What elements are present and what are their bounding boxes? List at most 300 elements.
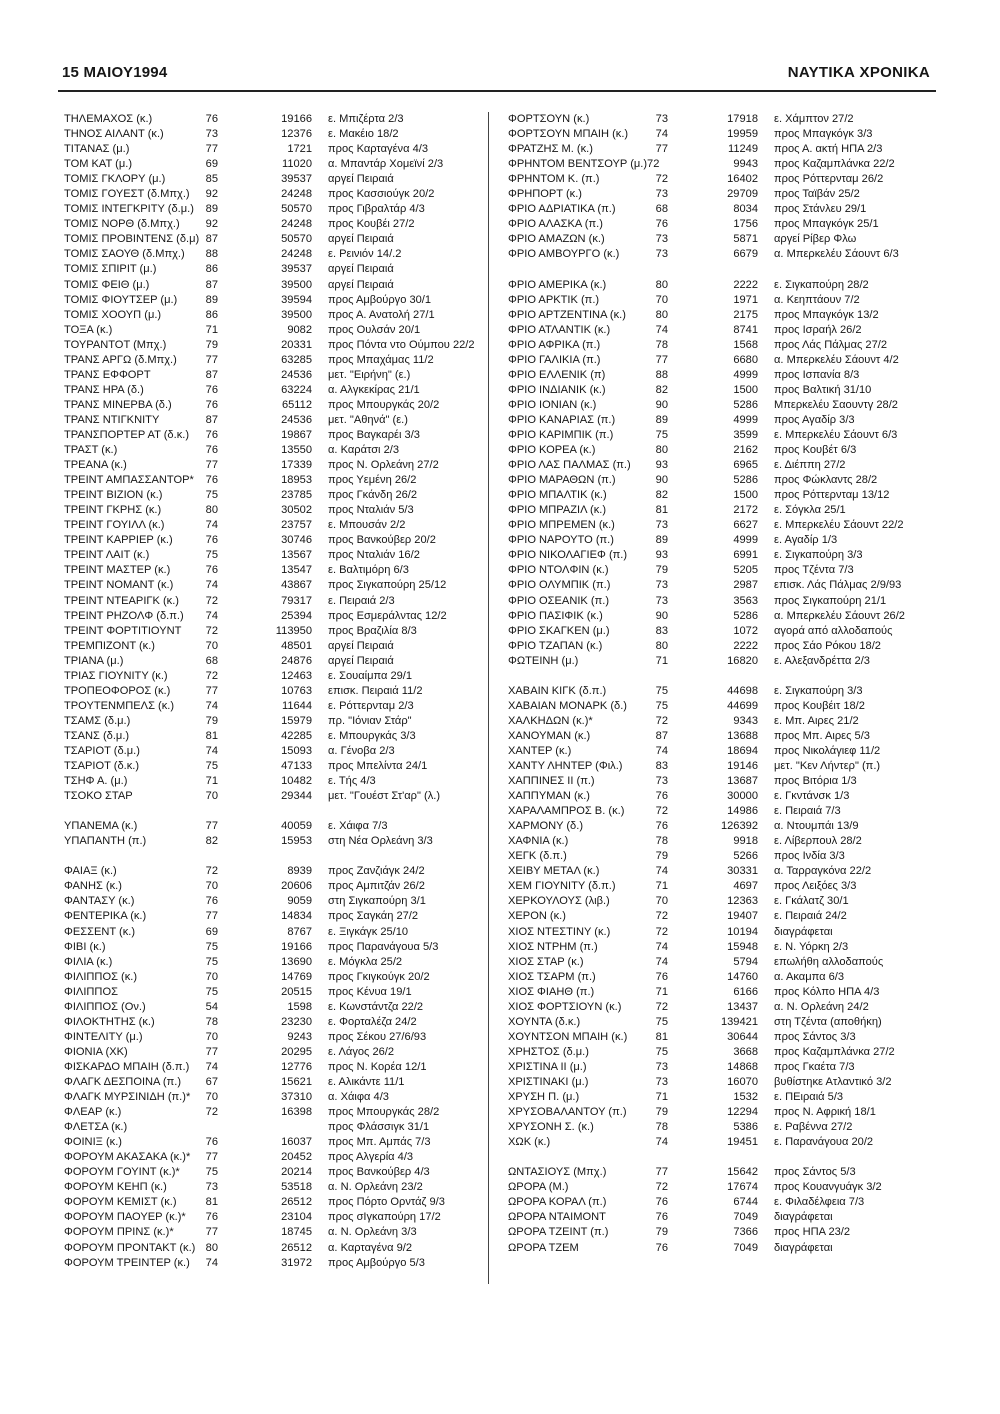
tonnage: 37310 [281,1091,312,1104]
ship-status: ε. Γκάλατζ 30/1 [774,895,849,908]
tonnage: 4999 [733,368,758,381]
tonnage: 31972 [281,1256,312,1269]
ship-name: ΤΡΙΑΣ ΓΙΟΥΝΙΤΥ (κ.) [64,669,168,682]
ship-name: ΦΛΑΓΚ ΜΥΡΣΙΝΙΔΗ (π.)* [64,1091,191,1104]
ship-status: στη Σιγκαπούρη 3/1 [328,895,426,908]
build-year: 82 [655,383,668,396]
tonnage: 6991 [733,549,758,562]
ship-name: ΤΡΑΣΤ (κ.) [64,444,118,457]
tonnage: 13567 [281,549,312,562]
build-year: 77 [205,684,218,697]
build-year: 86 [205,263,218,276]
ship-name: ΧΑΠΠΥΜΑΝ (κ.) [508,790,590,803]
ship-status: ε. ΠΕιραιά 5/3 [774,1091,844,1104]
build-year: 75 [655,1045,668,1058]
tonnage: 8767 [287,925,312,938]
tonnage: 2175 [733,308,758,321]
ship-name: ΧΑΠΠΙΝΕΣ ΙΙ (π.) [508,775,595,788]
ship-name: ΦΡΙΟ ΛΑΣ ΠΑΛΜΑΣ (π.) [508,459,631,472]
build-year: 76 [655,1211,668,1224]
ship-status: ε. Φορταλέζα 24/2 [328,1015,417,1028]
ship-status: ε. Τής 4/3 [328,775,376,788]
ship-name: ΦΡΗΝΤΟΜ ΒΕΝΤΣΟΥΡ (μ.)72 [508,158,660,171]
build-year: 79 [655,564,668,577]
tonnage: 17339 [281,459,312,472]
ship-name: ΦΡΙΟ ΑΛΑΣΚΑ (π.) [508,218,603,231]
tonnage: 6627 [733,519,758,532]
build-year: 79 [205,714,218,727]
ship-name: ΦΙΛΟΚΤΗΤΗΣ (κ.) [64,1015,155,1028]
ship-status: προς Λειξόες 3/3 [774,880,857,893]
build-year: 70 [205,970,218,983]
tonnage: 63224 [281,383,312,396]
ship-status: α. Ν. Ορλεάνη 24/2 [774,1000,869,1013]
build-year: 76 [655,790,668,803]
tonnage: 1568 [733,338,758,351]
tonnage: 24248 [281,218,312,231]
tonnage: 4999 [733,534,758,547]
tonnage: 12376 [281,128,312,141]
build-year: 72 [655,805,668,818]
ship-status: α. Αλγκεκίρας 21/1 [328,383,420,396]
tonnage: 13550 [281,444,312,457]
tonnage: 17918 [727,113,758,125]
ship-status: ε. Μπερκελέυ Σάουντ 22/2 [774,519,904,532]
ship-name: ΦΟΡΟΥΜ ΚΕΗΠ (κ.) [64,1181,167,1194]
tonnage: 20214 [281,1166,312,1179]
ship-name: ΤΟΜΙΣ ΓΟΥΕΣΤ (δ.Μπχ.) [64,188,190,201]
ship-status: α. Μπερκελέυ Σάουντ 26/2 [774,609,905,622]
build-year: 72 [205,865,218,878]
build-year: 78 [655,835,668,848]
ship-status: αργεί Πειραιά [328,173,394,186]
build-year: 75 [655,684,668,697]
ship-status: μετ. "Ειρήνη" (ε.) [328,368,411,381]
build-year: 79 [655,1106,668,1119]
ship-name: ΧΙΟΣ ΝΤΡΗΜ (π.) [508,940,598,953]
ship-status: στη Τζέντα (αποθήκη) [774,1015,882,1028]
tonnage: 5794 [733,955,758,968]
ship-name: ΤΟΜΙΣ ΣΑΟΥΘ (δ.Μπχ.) [64,248,185,261]
ship-name: ΤΙΤΑΝΑΣ (μ.) [64,143,130,156]
tonnage: 23785 [281,489,312,502]
ship-name: ΧΑΝΤΕΡ (κ.) [508,744,572,757]
ship-status: ε. Χάιφα 7/3 [328,820,388,833]
tonnage: 13690 [281,955,312,968]
ship-name: ΤΟΜΙΣ ΦΕΙΘ (μ.) [64,278,150,291]
tonnage: 9943 [733,158,758,171]
ship-status: προς Ρόττερνταμ 13/12 [774,489,890,502]
tonnage: 5205 [733,564,758,577]
tonnage: 24248 [281,248,312,261]
tonnage: 13437 [727,1000,758,1013]
build-year: 73 [655,113,668,125]
build-year: 75 [205,760,218,773]
ship-status: Μπερκελέυ Σαουντγ 28/2 [774,398,898,411]
ship-name: ΦΕΝΤΕΡΙΚΑ (κ.) [64,910,147,923]
build-year: 70 [205,1030,218,1043]
ship-name: ΤΡΟΠΕΟΦΟΡΟΣ (κ.) [64,684,171,697]
build-year: 89 [205,203,218,216]
tonnage: 10194 [727,925,758,938]
ship-name: ΤΡΑΝΣ ΜΙΝΕΡΒΑ (δ.) [64,398,172,411]
tonnage: 20331 [281,338,312,351]
ship-name: ΦΡΙΟ ΠΑΣΙΦΙΚ (κ.) [508,609,603,622]
tonnage: 1971 [733,293,758,306]
tonnage: 53518 [281,1181,312,1194]
ship-name: ΤΟΞΑ (κ.) [64,323,113,336]
ship-status: προς Μπαγκόγκ 25/1 [774,218,879,231]
tonnage: 5286 [733,474,758,487]
ship-name: ΦΟΡΟΥΜ ΠΡΟΝΤΑΚΤ (κ.) [64,1241,196,1254]
ship-name: ΦΛΕΤΣΑ (κ.) [64,1121,128,1134]
build-year: 80 [205,504,218,517]
ship-name: ΤΡΕΜΠΙΖΟΝΤ (κ.) [64,639,156,652]
tonnage: 13547 [281,564,312,577]
build-year: 77 [655,143,668,156]
ship-name: ΦΑΝΤΑΣΥ (κ.) [64,895,135,908]
ship-status: α. Ν. Ορλεάνη 23/2 [328,1181,423,1194]
ship-status: αργεί Πειραιά [328,233,394,246]
ship-name: ΦΡΙΟ ΙΝΔΙΑΝΙΚ (κ.) [508,383,606,396]
ship-status: προς Πόντα ντο Ούμπου 22/2 [328,338,475,351]
ship-name: ΤΡΑΝΣΠΟΡΤΕΡ ΑΤ (δ.κ.) [64,428,190,441]
ship-name: ΩΡΟΡΑ ΤΖΕΜ [508,1241,579,1254]
ship-status: προς σΙγκαπούρη 17/2 [328,1211,441,1224]
ship-name: ΤΡΕΙΝΤ ΓΟΥΙΛΛ (κ.) [64,519,165,532]
build-year: 76 [205,428,218,441]
ship-name: ΤΡΕΙΝΤ ΒΙΖΙΟΝ (κ.) [64,489,163,502]
ship-name: ΦΙΛΙΑ (κ.) [64,955,113,968]
build-year: 73 [655,594,668,607]
tonnage: 19451 [727,1136,758,1149]
ship-status: ε. Λάγος 26/2 [328,1045,395,1058]
build-year: 81 [655,504,668,517]
tonnage: 16820 [727,654,758,667]
ship-name: ΩΝΤΑΣΙΟΥΣ (Μπχ.) [508,1166,607,1179]
ship-name: ΤΡΟΥΤΕΝΜΠΕΛΣ (κ.) [64,699,175,712]
tonnage: 15621 [281,1076,312,1088]
tonnage: 3599 [733,428,758,441]
ship-name: ΩΡΟΡΑ ΚΟΡΑΛ (π.) [508,1196,607,1209]
ship-status: αγορά από αλλοδαπούς [774,624,893,637]
ship-name: ΧΑΡΜΟΝΥ (δ.) [508,820,584,833]
ship-name: ΤΣΟΚΟ ΣΤΑΡ [64,790,133,803]
tonnage: 4999 [733,413,758,426]
build-year: 81 [655,1030,668,1043]
tonnage: 43867 [281,579,312,592]
build-year: 74 [655,744,668,757]
ship-name: ΦΟΡΤΣΟΥΝ (κ.) [508,113,590,125]
ship-name: ΤΟΜΙΣ ΝΟΡΘ (δ.Μπχ.) [64,218,180,231]
tonnage: 113950 [275,624,312,637]
ship-status: προς Ισπανία 8/3 [774,368,860,381]
ship-status: προς Βιτόρια 1/3 [774,775,857,788]
ship-name: ΦΡΙΟ ΣΚΑΓΚΕΝ (μ.) [508,624,610,637]
ship-status: προς Στάνλευ 29/1 [774,203,867,216]
build-year: 92 [205,188,218,201]
build-year: 74 [205,1256,218,1269]
ship-name: ΤΟΜΙΣ ΣΠΙΡΙΤ (μ.) [64,263,157,276]
tonnage: 25394 [281,609,312,622]
ship-status: επισκ. Πειραιά 11/2 [328,684,423,697]
build-year: 75 [655,1015,668,1028]
ship-status: προς Ινδία 3/3 [774,850,845,863]
build-year: 76 [655,218,668,231]
ship-status: προς Μπαγκόγκ 13/2 [774,308,879,321]
build-year: 76 [205,564,218,577]
ship-name: ΦΙΛΙΠΠΟΣ (Ον.) [64,1000,146,1013]
ship-name: ΧΙΟΣ ΦΙΑΗΘ (π.) [508,985,595,998]
tonnage: 5386 [733,1121,758,1134]
build-year: 73 [655,579,668,592]
ship-status: προς Σιγκαπούρη 25/12 [328,579,447,592]
ship-name: ΦΡΙΟ ΙΟΝΙΑΝ (κ.) [508,398,597,411]
tonnage: 6965 [733,459,758,472]
ship-name: ΦΙΣΚΑΡΔΟ ΜΠΑΙΗ (δ.π.) [64,1060,190,1073]
ship-name: ΤΗΝΟΣ ΑΙΛΑΝΤ (κ.) [64,128,164,141]
ship-name: ΦΡΙΟ ΓΑΛΙΚΙΑ (π.) [508,353,601,366]
build-year: 73 [655,1076,668,1088]
tonnage: 30331 [727,865,758,878]
build-year: 78 [655,338,668,351]
build-year: 90 [655,609,668,622]
tonnage: 30000 [727,790,758,803]
ship-status: ε. Ρεινιόν 14/.2 [328,248,402,261]
build-year: 76 [205,534,218,547]
build-year: 74 [205,609,218,622]
tonnage: 11249 [727,143,758,156]
ship-status: προς Γιβραλτάρ 4/3 [328,203,425,216]
ship-status: προς Βανκούβερ 4/3 [328,1166,430,1179]
tonnage: 10482 [281,775,312,788]
tonnage: 63285 [281,353,312,366]
ship-name: ΤΣΑΡΙΟΤ (δ.κ.) [64,760,140,773]
tonnage: 19407 [727,910,758,923]
build-year: 76 [655,820,668,833]
tonnage: 6680 [733,353,758,366]
ship-status: προς Ουλσάν 20/1 [328,323,421,336]
build-year: 71 [655,985,668,998]
tonnage: 14760 [727,970,758,983]
ship-status: ε. Βαλτιμόρη 6/3 [328,564,409,577]
ship-name: ΤΟΜΙΣ ΓΚΛΟΡΥ (μ.) [64,173,166,186]
build-year: 71 [655,654,668,667]
ship-status: προς Καζαμπλάνκα 22/2 [774,158,895,171]
tonnage: 23757 [281,519,312,532]
ship-name: ΦΟΡΟΥΜ ΠΑΟΥΕΡ (κ.)* [64,1211,186,1224]
build-year: 79 [655,1226,668,1239]
build-year: 75 [655,428,668,441]
ship-status: ε. Μπ. Αιρες 21/2 [774,714,859,727]
ship-name: ΧΕΓΚ (δ.π.) [508,850,567,863]
ship-name: ΦΡΙΟ ΚΑΝΑΡΙΑΣ (π.) [508,413,616,426]
build-year: 82 [655,489,668,502]
ship-status: ε. Μακέιο 18/2 [328,128,399,141]
tonnage: 30644 [727,1030,758,1043]
build-year: 70 [205,880,218,893]
tonnage: 18694 [727,744,758,757]
build-year: 76 [205,1136,218,1149]
ship-name: ΤΡΑΝΣ ΑΡΓΩ (δ.Μπχ.) [64,353,177,366]
ship-status: ε. Αλεξανδρέττα 2/3 [774,654,870,667]
build-year: 77 [205,1045,218,1058]
tonnage: 14986 [727,805,758,818]
build-year: 77 [205,353,218,366]
build-year: 73 [655,1060,668,1073]
ship-name: ΤΡΕΙΝΤ ΦΟΡΤΙΤΙΟΥΝΤ [64,624,182,637]
ship-status: αργεί Ρίβερ Φλω [774,233,857,246]
ship-status: προς Κουβέιτ 18/2 [774,699,865,712]
build-year: 87 [655,729,668,742]
tonnage: 39537 [281,263,312,276]
ship-name: ΧΡΗΣΤΟΣ (δ.μ.) [508,1045,589,1058]
tonnage: 9059 [287,895,312,908]
ship-name: ΤΟΜΙΣ ΠΡΟΒΙΝΤΕΝΣ (δ.μ) [64,233,200,246]
build-year: 77 [205,459,218,472]
build-year: 75 [205,1166,218,1179]
tonnage: 18745 [281,1226,312,1239]
ship-name: ΤΣΑΜΣ (δ.μ.) [64,714,131,727]
ship-status: ε. Σιγκαπούρη 28/2 [774,278,869,291]
ship-name: ΦΩΤΕΙΝΗ (μ.) [508,654,579,667]
ship-name: ΦΡΙΟ ΝΤΟΛΦΙΝ (κ.) [508,564,609,577]
ship-status: αργεί Πειραιά [328,654,394,667]
ship-status: α. Καρταγένα 9/2 [328,1241,413,1254]
ship-status: διαγράφεται [774,1211,833,1224]
ship-name: ΧΑΛΚΗΔΩΝ (κ.)* [508,714,593,727]
ship-status: προς Βανκούβερ 20/2 [328,534,436,547]
ship-name: ΤΗΛΕΜΑΧΟΣ (κ.) [64,113,153,125]
build-year: 72 [655,173,668,186]
ship-status: προς Ρόττερνταμ 26/2 [774,173,884,186]
ship-status: ε. Μπιζέρτα 2/3 [328,113,404,125]
ship-status: ε. Σόγκλα 25/1 [774,504,846,517]
ship-name: ΦΡΙΟ ΑΡΤΖΕΝΤΙΝΑ (κ.) [508,308,626,321]
ship-status: ε. Χάμπτον 27/2 [774,113,854,125]
ship-status: ε. Σιγκαπούρη 3/3 [774,549,863,562]
ship-name: ΦΙΒΙ (κ.) [64,940,106,953]
build-year: 77 [655,353,668,366]
build-year: 93 [655,459,668,472]
ship-status: ε. Ξιγκάγκ 25/10 [328,925,409,938]
ship-status: στη Νέα Ορλεάνη 3/3 [328,835,433,848]
ship-status: προς Πόρτο Ορντάζ 9/3 [328,1196,445,1209]
build-year: 76 [655,1196,668,1209]
tonnage: 29709 [727,188,758,201]
tonnage: 7049 [733,1211,758,1224]
tonnage: 15642 [727,1166,758,1179]
tonnage: 26512 [281,1196,312,1209]
ship-status: ε. Κωνστάντζα 22/2 [328,1000,424,1013]
build-year: 75 [205,940,218,953]
ship-status: μετ. "Αθηνά" (ε.) [328,413,408,426]
build-year: 80 [655,444,668,457]
build-year: 69 [205,925,218,938]
ship-status: α. Καράτσι 2/3 [328,444,400,457]
ship-name: ΦΙΛΙΠΠΟΣ [64,985,118,998]
ship-name: ΤΣΗΦ Α. (μ.) [64,775,128,788]
build-year: 74 [655,955,668,968]
tonnage: 3668 [733,1045,758,1058]
ship-status: προς Μπελίντα 24/1 [328,760,428,773]
ship-name: ΤΟΜ ΚΑΤ (μ.) [64,158,133,171]
build-year: 74 [655,128,668,141]
tonnage: 2162 [733,444,758,457]
build-year: 72 [205,669,218,682]
tonnage: 6166 [733,985,758,998]
build-year: 76 [205,474,218,487]
ship-name: ΤΟΥΡΑΝΤΟΤ (Μπχ.) [64,338,167,351]
ship-name: ΤΟΜΙΣ ΙΝΤΕΓΚΡΙΤΥ (δ.μ.) [64,203,194,216]
ship-name: ΧΙΟΣ ΝΤΕΣΤΙΝΥ (κ.) [508,925,611,938]
tonnage: 15093 [281,744,312,757]
build-year: 72 [655,1000,668,1013]
build-year: 72 [655,714,668,727]
tonnage: 5286 [733,609,758,622]
ship-status: προς Αμβούργο 30/1 [328,293,432,306]
ship-status: προς Βαλτική 31/10 [774,383,872,396]
tonnage: 44698 [727,684,758,697]
ship-name: ΧΡΥΣΟΒΑΛΑΝΤΟΥ (π.) [508,1106,627,1119]
build-year: 73 [205,128,218,141]
tonnage: 40059 [281,820,312,833]
ship-name: ΦΡΙΟ ΑΡΚΤΙΚ (π.) [508,293,600,306]
tonnage: 14868 [727,1060,758,1073]
build-year: 86 [205,308,218,321]
ship-status: ε. Αλικάντε 11/1 [328,1076,405,1088]
tonnage: 7366 [733,1226,758,1239]
ship-status: α. Γένοβα 2/3 [328,744,395,757]
ship-status: αργεί Πειραιά [328,278,394,291]
ship-name: ΦΡΙΟ ΜΠΡΑΖΙΛ (κ.) [508,504,607,517]
tonnage: 18953 [281,474,312,487]
build-year: 80 [655,278,668,291]
tonnage: 44699 [727,699,758,712]
ship-name: ΦΡΙΟ ΜΑΡΑΘΩΝ (π.) [508,474,616,487]
ship-name: ΧΑΡΑΛΑΜΠΡΟΣ Β. (κ.) [508,805,625,818]
ship-status: προς Κένυα 19/1 [328,985,412,998]
tonnage: 39500 [281,278,312,291]
tonnage: 9343 [733,714,758,727]
ship-name: ΧΙΟΣ ΦΟΡΤΣΙΟΥΝ (κ.) [508,1000,622,1013]
tonnage: 24536 [281,368,312,381]
tonnage: 14769 [281,970,312,983]
ship-status: ε. Μπουργκάς 3/3 [328,729,416,742]
ship-status: ε. Αγαδίρ 1/3 [774,534,838,547]
ship-status: α. Κεηπτάουν 7/2 [774,293,860,306]
ship-name: ΦΡΙΟ ΜΠΑΛΤΙΚ (κ.) [508,489,607,502]
ship-status: ε. Παρανάγουα 20/2 [774,1136,874,1149]
build-year: 80 [655,308,668,321]
ship-status: προς Τζέντα 7/3 [774,564,854,577]
tonnage: 1756 [733,218,758,231]
ship-status: προς Σάντος 5/3 [774,1166,856,1179]
ship-status: διαγράφεται [774,1241,833,1254]
ship-status: ε. Πειραιά 7/3 [774,805,841,818]
tonnage: 12463 [281,669,312,682]
tonnage: 1500 [733,489,758,502]
ship-name: ΧΡΙΣΤΙΝΑ ΙΙ (μ.) [508,1060,587,1073]
ship-name: ΦΡΙΟ ΑΜΒΟΥΡΓΟ (κ.) [508,248,620,261]
tonnage: 23104 [281,1211,312,1224]
ship-status: προς Κουβέι 27/2 [328,218,415,231]
tonnage: 13688 [727,729,758,742]
ship-status: προς Σιγκαπούρη 21/1 [774,594,887,607]
ship-name: ΦΕΣΣΕΝΤ (κ.) [64,925,136,938]
ship-status: επωλήθη αλλοδαπούς [774,955,884,968]
build-year: 74 [205,744,218,757]
